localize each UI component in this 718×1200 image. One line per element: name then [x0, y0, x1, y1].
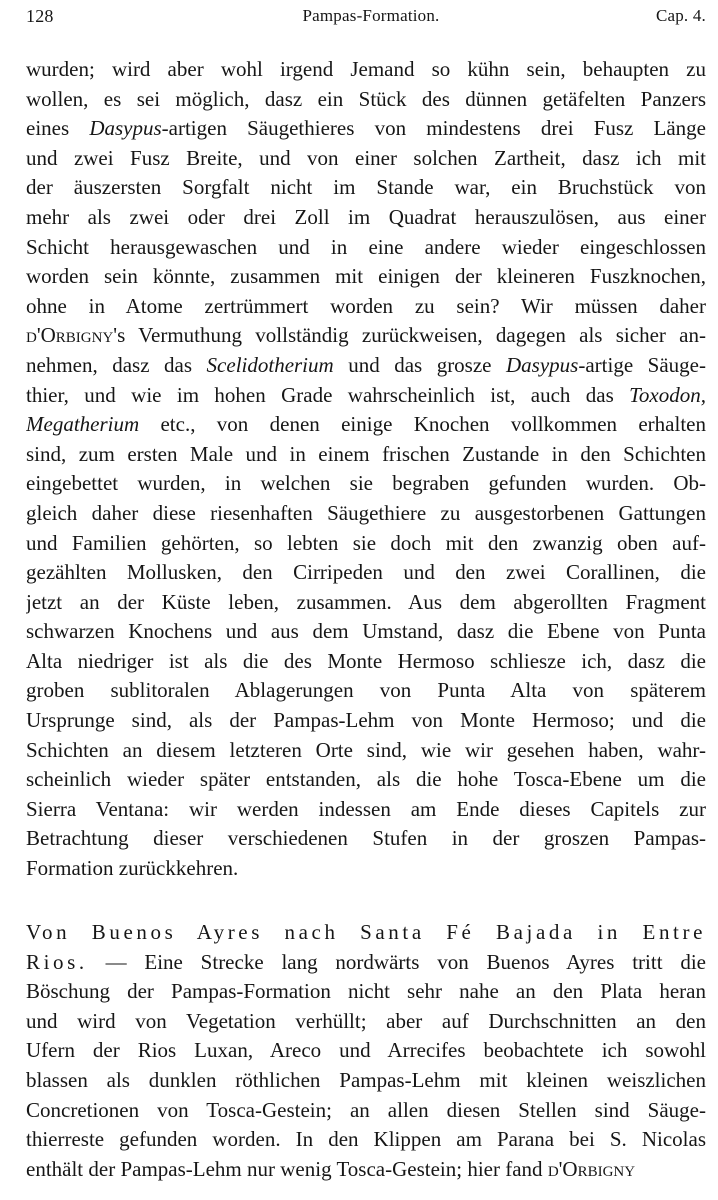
text-run: Concretionen von Tosca-Gestein; an allen diesen Stellen sind Säuge-: [26, 1097, 706, 1122]
text-line: [26, 440, 706, 470]
text-line: [26, 469, 706, 499]
text-run: enthält der Pampas-Lehm nur wenig Tosca-Gestein; hier fand: [26, 1156, 548, 1181]
text-run: nehmen, dasz das: [26, 352, 207, 377]
paragraph-buenos-ayres-to-santa-fe: [26, 918, 706, 1184]
text-line: [26, 736, 706, 766]
spaced-heading: Rios.: [26, 949, 88, 974]
text-line: [26, 795, 706, 825]
text-run: und das grosze: [333, 352, 507, 377]
text-line: [26, 499, 706, 529]
text-line: [26, 948, 706, 978]
italic-term: Dasypus: [506, 352, 579, 377]
text-line: [26, 55, 706, 85]
text-line: [26, 918, 706, 948]
small-caps-name: d'Orbigny: [547, 1156, 636, 1181]
italic-term: Scelidotherium: [206, 352, 334, 377]
text-line: [26, 1125, 706, 1155]
text-line: [26, 706, 706, 736]
small-caps-name: d'Orbigny: [26, 323, 114, 348]
text-run: Formation zurückkehren.: [26, 856, 239, 881]
text-line: [26, 410, 706, 440]
text-line: [26, 1007, 706, 1037]
text-line: [26, 1036, 706, 1066]
spaced-heading: Von Buenos Ayres nach Santa Fé Bajada in Entre: [26, 920, 706, 944]
text-line: [26, 233, 706, 263]
page-header: [26, 6, 706, 30]
text-run: wollen, es sei möglich, dasz ein Stück des dünnen getäfelten Panzers: [26, 86, 706, 111]
text-line: [26, 144, 706, 174]
page-number: 128: [26, 6, 54, 26]
italic-term: Dasypus: [89, 116, 162, 141]
text-line: [26, 114, 706, 144]
text-run: Ufern der Rios Luxan, Areco und Arrecifes beobachtete ich sowohl: [26, 1038, 706, 1063]
text-run: blassen als dunklen röthlichen Pampas-Lehm mit kleinen weiszlichen: [26, 1067, 706, 1092]
text-line: [26, 1066, 706, 1096]
text-run: ohne in Atome zertrümmert worden zu sein? Wir müssen daher: [26, 293, 706, 318]
text-run: sind, zum ersten Male und in einem frischen Zustande in den Schichten: [26, 441, 706, 466]
text-line: [26, 292, 706, 322]
text-run: eingebettet wurden, in welchen sie begraben gefunden wurden. Ob-: [26, 471, 706, 496]
text-line: [26, 854, 706, 884]
running-title: Pampas-Formation.: [302, 6, 440, 25]
text-run: Sierra Ventana: wir werden indessen am Ende dieses Capitels zur: [26, 796, 706, 821]
text-line: [26, 529, 706, 559]
text-line: [26, 1155, 706, 1185]
text-line: [26, 977, 706, 1007]
text-line: [26, 617, 706, 647]
italic-term: Megatherium: [26, 412, 140, 437]
text-line: [26, 647, 706, 677]
text-line: [26, 351, 706, 381]
text-line: [26, 765, 706, 795]
text-run: groben sublitoralen Ablagerungen von Punta Alta von späterem: [26, 678, 706, 703]
text-run: der äuszersten Sorgfalt nicht im Stande war, ein Bruchstück von: [26, 175, 706, 200]
text-run: — Eine Strecke lang nordwärts von Buenos Ayres tritt die: [87, 949, 706, 974]
text-run: und wird von Vegetation verhüllt; aber auf Durchschnitten an den: [26, 1008, 706, 1033]
paragraph-punta-alta-conclusion: [26, 55, 706, 884]
text-run: Ursprunge sind, als der Pampas-Lehm von Monte Hermoso; und die: [26, 708, 706, 733]
text-line: [26, 588, 706, 618]
text-run: gezählten Mollusken, den Cirripeden und den zwei Corallinen, die: [26, 560, 706, 585]
text-run: Schicht herausgewaschen und in eine andere wieder eingeschlossen: [26, 234, 706, 259]
text-run: worden sein könnte, zusammen mit einigen der kleineren Fuszknochen,: [26, 264, 706, 289]
text-line: [26, 321, 706, 351]
text-run: und zwei Fusz Breite, und von einer solchen Zartheit, dasz ich mit: [26, 145, 706, 170]
text-line: [26, 558, 706, 588]
text-run: scheinlich wieder später entstanden, als die hohe Tosca-Ebene um die: [26, 767, 706, 792]
italic-term: Toxodon,: [629, 382, 706, 407]
text-run: etc., von denen einige Knochen vollkommen erhalten: [139, 412, 706, 437]
text-run: eines: [26, 116, 90, 141]
text-run: wurden; wird aber wohl irgend Jemand so kühn sein, behaupten zu: [26, 57, 706, 81]
text-line: [26, 203, 706, 233]
text-line: [26, 85, 706, 115]
text-run: 's Vermuthung vollständig zurückweisen, dagegen als sicher an-: [113, 323, 706, 348]
text-run: thierreste gefunden worden. In den Klippen am Parana bei S. Nicolas: [26, 1127, 706, 1152]
text-line: [26, 262, 706, 292]
text-run: und Familien gehörten, so lebten sie doch mit den zwanzig oben auf-: [26, 530, 706, 555]
text-line: [26, 173, 706, 203]
text-run: thier, und wie im hohen Grade wahrscheinlich ist, auch das: [26, 382, 630, 407]
text-run: Betrachtung dieser verschiedenen Stufen in der groszen Pampas-: [26, 826, 706, 851]
text-line: [26, 676, 706, 706]
text-line: [26, 381, 706, 411]
text-line: [26, 1096, 706, 1126]
text-run: Alta niedriger ist als die des Monte Hermoso schliesze ich, dasz die: [26, 648, 706, 673]
text-run: Schichten an diesem letzteren Orte sind, wie wir gesehen haben, wahr-: [26, 737, 706, 762]
text-run: -artigen Säugethieres von mindestens drei Fusz Länge: [161, 116, 706, 141]
text-run: -artige Säuge-: [578, 352, 706, 377]
text-run: mehr als zwei oder drei Zoll im Quadrat herauszulösen, aus einer: [26, 204, 706, 229]
chapter-label: Cap. 4.: [655, 6, 706, 25]
text-run: Böschung der Pampas-Formation nicht sehr nahe an den Plata heran: [26, 979, 706, 1004]
text-run: schwarzen Knochens und aus dem Umstand, dasz die Ebene von Punta: [26, 619, 706, 644]
text-run: gleich daher diese riesenhaften Säugethiere zu ausgestorbenen Gattungen: [26, 500, 706, 525]
text-run: jetzt an der Küste leben, zusammen. Aus dem abgerollten Fragment: [26, 589, 706, 614]
text-line: [26, 824, 706, 854]
